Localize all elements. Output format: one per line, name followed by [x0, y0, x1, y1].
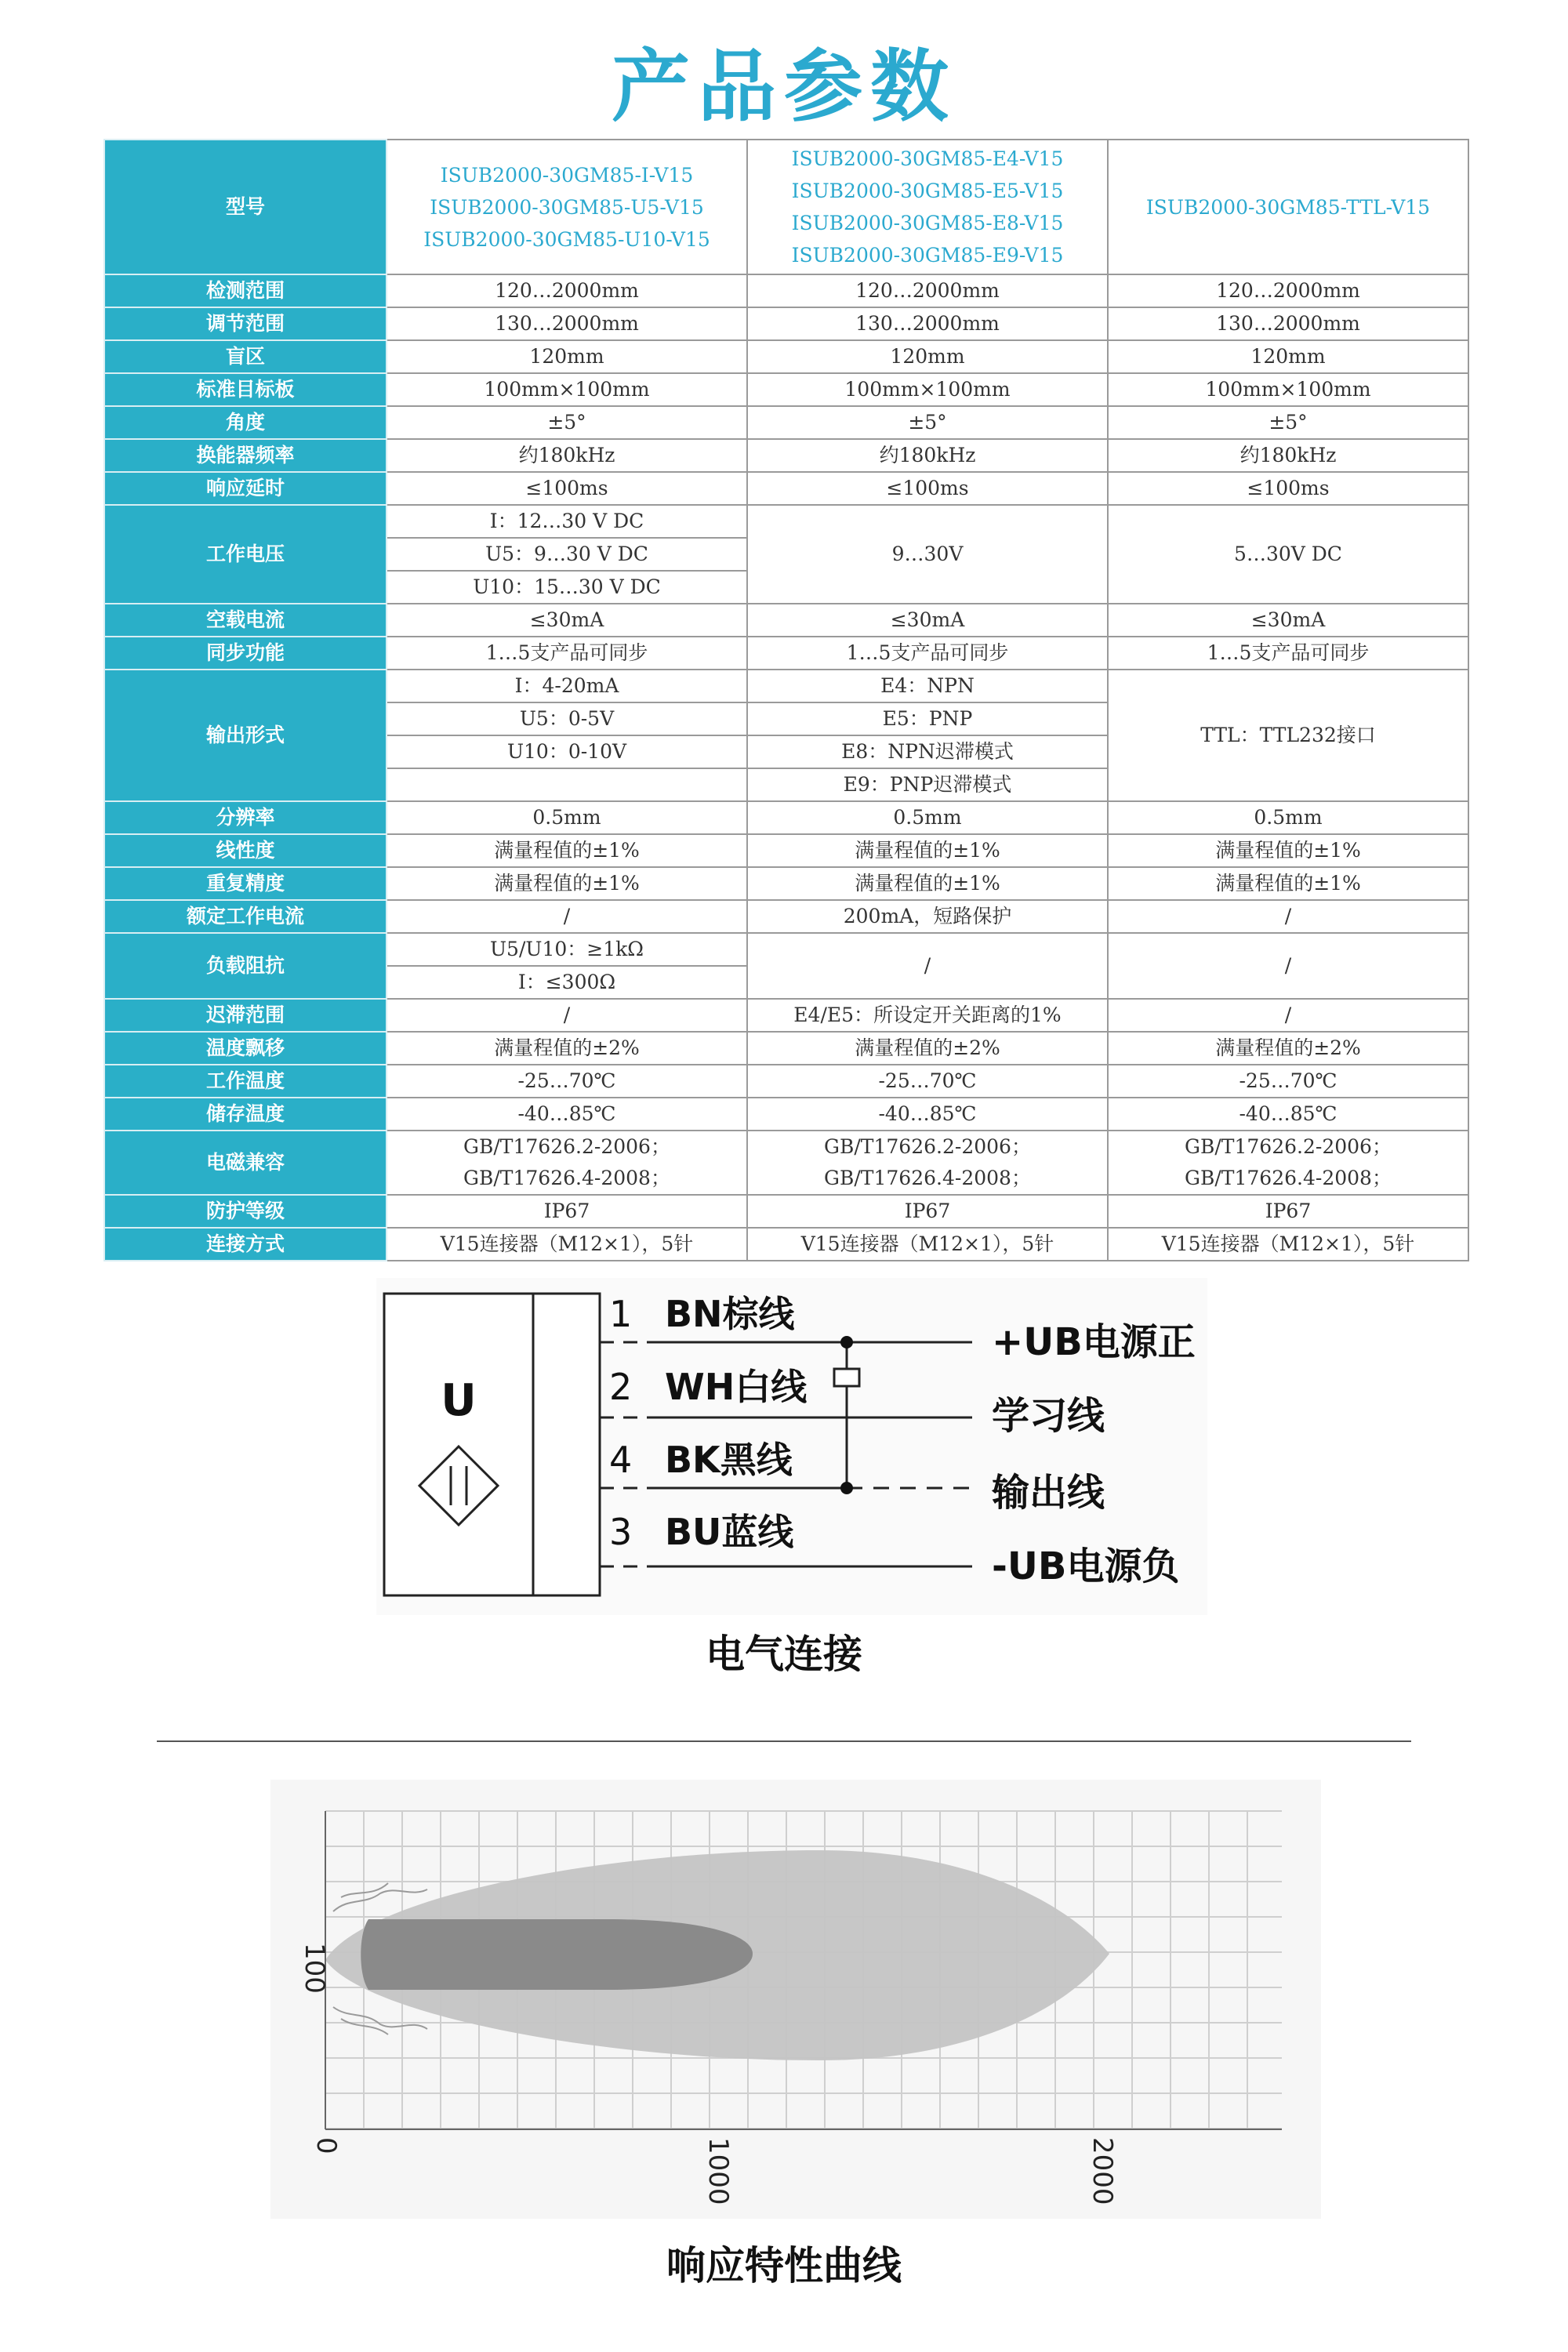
row-label: 分辨率 [104, 801, 387, 834]
table-row [104, 900, 1468, 933]
table-cell: 约180kHz [747, 439, 1108, 472]
wire-pin-number: 3 [609, 1511, 633, 1553]
emc-line: GB/T17626.4-2008； [1185, 1167, 1392, 1189]
table-cell: V15连接器（M12×1），5针 [747, 1228, 1108, 1261]
table-cell: U10：15…30 V DC [387, 571, 747, 604]
table-cell: 130…2000mm [1108, 307, 1468, 340]
table-cell: U5：9…30 V DC [387, 538, 747, 571]
table-cell: 120…2000mm [1108, 274, 1468, 307]
table-row [104, 472, 1468, 505]
table-cell: 1…5支产品可同步 [387, 637, 747, 670]
table-cell [1108, 1131, 1468, 1195]
model-name: ISUB2000-30GM85-U10-V15 [423, 227, 710, 251]
model-name: ISUB2000-30GM85-E5-V15 [791, 180, 1064, 202]
table-cell: 130…2000mm [747, 307, 1108, 340]
table-row [104, 637, 1468, 670]
table-cell: / [387, 999, 747, 1032]
table-cell: -40…85℃ [387, 1098, 747, 1131]
table-cell: 5…30V DC [1108, 505, 1468, 604]
table-cell: ±5° [387, 406, 747, 439]
junction-dot [840, 1482, 853, 1494]
table-cell: 满量程值的±1% [387, 834, 747, 867]
table-cell: -25…70℃ [747, 1065, 1108, 1098]
row-label: 工作温度 [104, 1065, 387, 1098]
table-cell: E4/E5：所设定开关距离的1% [747, 999, 1108, 1032]
x-tick-label: 1000 [702, 2137, 734, 2205]
load-resistor-icon [834, 1369, 859, 1386]
table-row [104, 604, 1468, 637]
table-cell: / [1108, 933, 1468, 999]
table-cell-empty [387, 768, 747, 801]
wire-color-label: WH白线 [665, 1366, 808, 1408]
table-cell: 1…5支产品可同步 [1108, 637, 1468, 670]
row-label: 重复精度 [104, 867, 387, 900]
row-label: 输出形式 [104, 670, 387, 801]
table-cell: 满量程值的±1% [1108, 867, 1468, 900]
table-cell: 100mm×100mm [1108, 373, 1468, 406]
table-cell: 约180kHz [1108, 439, 1468, 472]
response-caption: 响应特性曲线 [666, 2243, 902, 2288]
table-cell: 约180kHz [387, 439, 747, 472]
wire-pin-number: 1 [609, 1293, 633, 1335]
row-label: 储存温度 [104, 1098, 387, 1131]
table-cell: -25…70℃ [1108, 1065, 1468, 1098]
table-cell: ±5° [1108, 406, 1468, 439]
table-cell: -40…85℃ [747, 1098, 1108, 1131]
table-cell: 满量程值的±1% [387, 867, 747, 900]
model-col-3 [1108, 140, 1468, 274]
table-cell: 130…2000mm [387, 307, 747, 340]
model-name: ISUB2000-30GM85-E8-V15 [791, 212, 1064, 234]
table-cell: TTL：TTL232接口 [1108, 670, 1468, 801]
table-row [104, 933, 1468, 966]
row-label: 换能器频率 [104, 439, 387, 472]
table-cell: 满量程值的±2% [387, 1032, 747, 1065]
table-cell: E5：PNP [747, 702, 1108, 735]
table-row [104, 274, 1468, 307]
table-cell: 满量程值的±2% [1108, 1032, 1468, 1065]
table-row [104, 1065, 1468, 1098]
table-cell: ±5° [747, 406, 1108, 439]
table-cell: 满量程值的±1% [747, 834, 1108, 867]
table-cell: ≤100ms [1108, 472, 1468, 505]
signal-label: -UB电源负 [992, 1544, 1180, 1588]
signal-label: +UB电源正 [992, 1320, 1196, 1364]
table-cell: ≤30mA [387, 604, 747, 637]
row-label: 额定工作电流 [104, 900, 387, 933]
signal-label: 学习线 [992, 1394, 1105, 1438]
row-label: 响应延时 [104, 472, 387, 505]
y-tick-label: 100 [299, 1943, 330, 1994]
row-label: 负载阻抗 [104, 933, 387, 999]
row-label: 线性度 [104, 834, 387, 867]
wire-pin-number: 4 [609, 1439, 633, 1481]
row-label: 检测范围 [104, 274, 387, 307]
row-label: 迟滞范围 [104, 999, 387, 1032]
row-label: 标准目标板 [104, 373, 387, 406]
table-cell: 0.5mm [1108, 801, 1468, 834]
wire-color-label: BU蓝线 [665, 1511, 794, 1553]
table-row [104, 505, 1468, 538]
section-divider [157, 1740, 1411, 1742]
model-col-1 [387, 140, 747, 274]
table-cell: IP67 [1108, 1195, 1468, 1228]
model-name: ISUB2000-30GM85-I-V15 [440, 163, 694, 187]
row-label: 调节范围 [104, 307, 387, 340]
row-label: 空载电流 [104, 604, 387, 637]
wire-color-label: BN棕线 [665, 1293, 795, 1335]
page-title: 产品参数 [612, 41, 956, 132]
x-tick-label: 2000 [1087, 2137, 1118, 2205]
model-name: ISUB2000-30GM85-TTL-V15 [1145, 195, 1431, 219]
table-cell: / [387, 900, 747, 933]
table-cell: E4：NPN [747, 670, 1108, 702]
table-row [104, 1098, 1468, 1131]
table-cell: 0.5mm [387, 801, 747, 834]
table-row [104, 1228, 1468, 1261]
row-label: 盲区 [104, 340, 387, 373]
table-cell: 200mA，短路保护 [747, 900, 1108, 933]
table-row [104, 439, 1468, 472]
table-cell: U10：0-10V [387, 735, 747, 768]
table-cell [387, 1131, 747, 1195]
table-cell: -25…70℃ [387, 1065, 747, 1098]
table-cell: IP67 [747, 1195, 1108, 1228]
emc-line: GB/T17626.2-2006； [463, 1135, 670, 1158]
sensor-body [384, 1294, 600, 1595]
emc-line: GB/T17626.4-2008； [463, 1167, 670, 1189]
response-curve-chart [270, 1780, 1321, 2219]
row-label: 电磁兼容 [104, 1131, 387, 1195]
table-cell: ≤30mA [1108, 604, 1468, 637]
table-row [104, 307, 1468, 340]
row-label: 温度飘移 [104, 1032, 387, 1065]
row-label: 工作电压 [104, 505, 387, 604]
table-cell: E9：PNP迟滞模式 [747, 768, 1108, 801]
table-cell: 0.5mm [747, 801, 1108, 834]
table-cell: 120…2000mm [747, 274, 1108, 307]
table-cell: V15连接器（M12×1），5针 [387, 1228, 747, 1261]
table-row [104, 1131, 1468, 1195]
emc-line: GB/T17626.2-2006； [1185, 1135, 1392, 1158]
table-cell: U5/U10：≥1kΩ [387, 933, 747, 966]
table-cell: 120mm [747, 340, 1108, 373]
table-cell: U5：0-5V [387, 702, 747, 735]
signal-label: 输出线 [992, 1471, 1105, 1515]
model-name: ISUB2000-30GM85-E9-V15 [791, 244, 1064, 267]
table-cell: 120mm [1108, 340, 1468, 373]
table-row-model [104, 140, 1468, 274]
table-cell: ≤100ms [747, 472, 1108, 505]
table-cell: IP67 [387, 1195, 747, 1228]
table-cell: 满量程值的±2% [747, 1032, 1108, 1065]
junction-dot [840, 1336, 853, 1348]
table-cell: 100mm×100mm [747, 373, 1108, 406]
table-row [104, 406, 1468, 439]
model-col-2 [747, 140, 1108, 274]
table-row [104, 801, 1468, 834]
row-label: 防护等级 [104, 1195, 387, 1228]
table-cell: V15连接器（M12×1），5针 [1108, 1228, 1468, 1261]
sensor-letter: U [441, 1375, 477, 1426]
row-label: 同步功能 [104, 637, 387, 670]
table-cell [747, 1131, 1108, 1195]
table-cell: I：≤300Ω [387, 966, 747, 999]
x-tick-label: 0 [310, 2137, 342, 2154]
table-cell: / [747, 933, 1108, 999]
table-cell: / [1108, 900, 1468, 933]
wiring-diagram [376, 1278, 1207, 1615]
table-cell: ≤100ms [387, 472, 747, 505]
table-row [104, 999, 1468, 1032]
table-cell: 1…5支产品可同步 [747, 637, 1108, 670]
table-cell: E8：NPN迟滞模式 [747, 735, 1108, 768]
table-cell: I：4-20mA [387, 670, 747, 702]
row-label: 角度 [104, 406, 387, 439]
row-label: 型号 [104, 140, 387, 274]
table-cell: / [1108, 999, 1468, 1032]
table-cell: 120…2000mm [387, 274, 747, 307]
emc-line: GB/T17626.4-2008； [824, 1167, 1031, 1189]
row-label: 连接方式 [104, 1228, 387, 1261]
model-name: ISUB2000-30GM85-U5-V15 [430, 195, 704, 219]
model-name: ISUB2000-30GM85-E4-V15 [791, 147, 1064, 170]
table-cell: I：12…30 V DC [387, 505, 747, 538]
wire-color-label: BK黑线 [665, 1439, 793, 1481]
table-cell: 100mm×100mm [387, 373, 747, 406]
narrow-detection-zone [361, 1919, 753, 1990]
table-cell: 9…30V [747, 505, 1108, 604]
table-row [104, 373, 1468, 406]
table-row [104, 340, 1468, 373]
table-cell: -40…85℃ [1108, 1098, 1468, 1131]
table-row [104, 670, 1468, 702]
table-cell: 满量程值的±1% [747, 867, 1108, 900]
emc-line: GB/T17626.2-2006； [824, 1135, 1031, 1158]
wire-pin-number: 2 [609, 1366, 633, 1408]
table-cell: 120mm [387, 340, 747, 373]
table-row [104, 867, 1468, 900]
table-row [104, 1195, 1468, 1228]
table-row [104, 834, 1468, 867]
table-cell: ≤30mA [747, 604, 1108, 637]
table-row [104, 1032, 1468, 1065]
table-cell: 满量程值的±1% [1108, 834, 1468, 867]
spec-table [103, 139, 1469, 1261]
wiring-caption: 电气连接 [706, 1632, 862, 1677]
